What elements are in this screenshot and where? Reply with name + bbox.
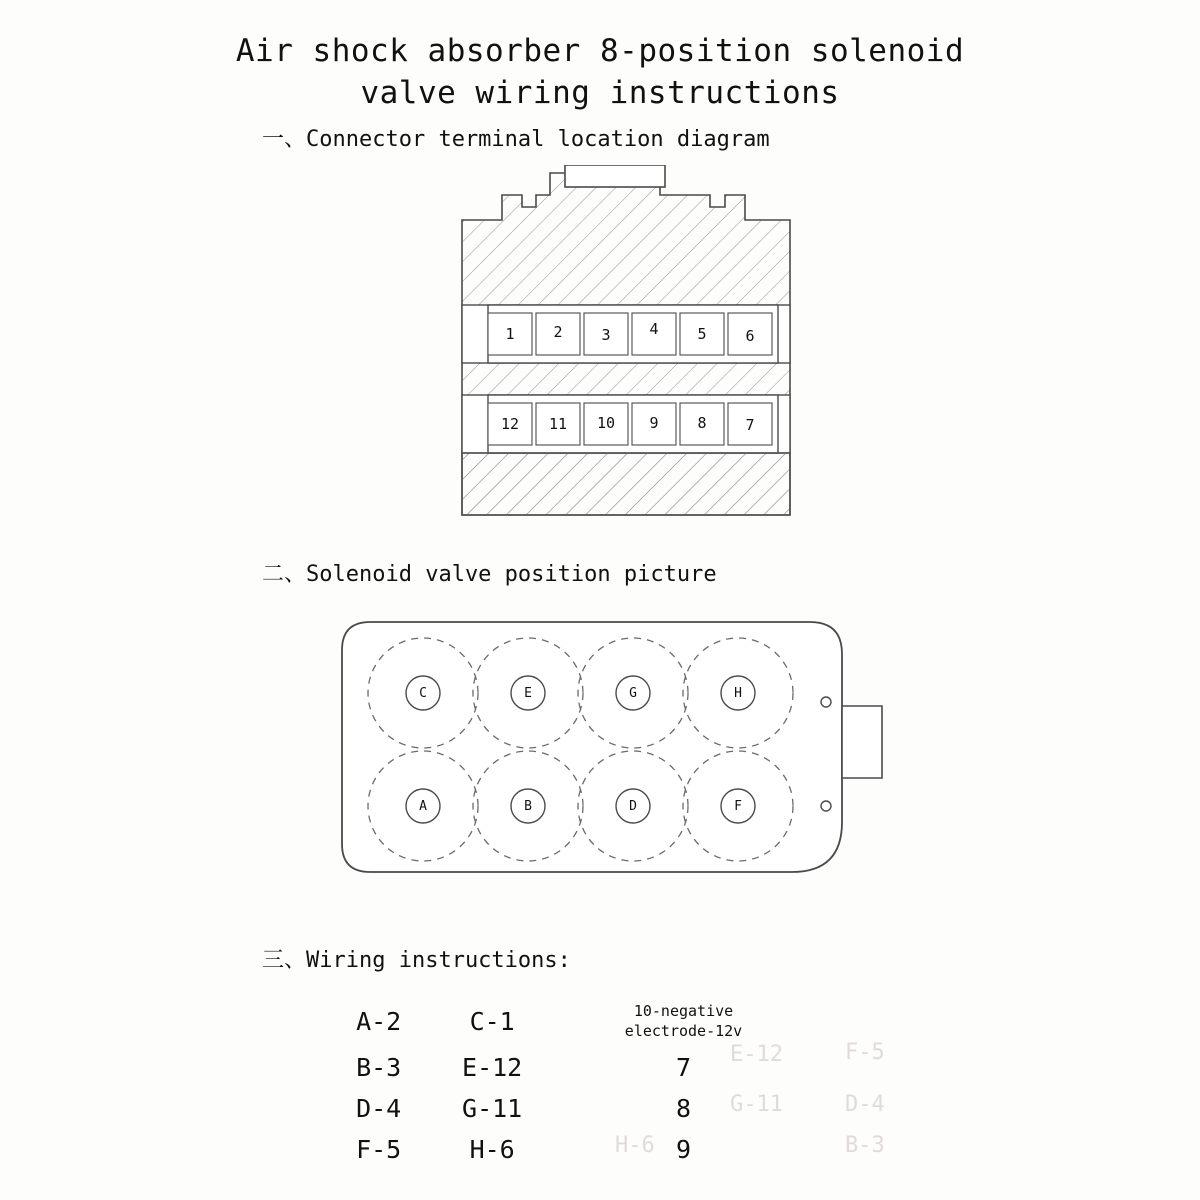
solenoid-label-e: E <box>524 686 532 701</box>
connector-pin-1: 1 <box>505 325 515 343</box>
wiring-cell-a-1: A-2 <box>356 1006 402 1036</box>
wiring-cell-b-3: G-11 <box>462 1094 523 1123</box>
solenoid-label-d: D <box>629 799 637 814</box>
wiring-cell-b-1: C-1 <box>469 1006 515 1036</box>
solenoid-label-b: B <box>524 799 532 814</box>
solenoid-label-f: F <box>734 799 742 814</box>
ghost-text-6: E-12 <box>730 1042 783 1067</box>
connector-pin-2: 2 <box>553 323 563 341</box>
table-row <box>330 995 810 1047</box>
section-heading-connector: 一、Connector terminal location diagram <box>262 127 770 152</box>
connector-pin-6: 6 <box>745 327 755 345</box>
wiring-cell-a-2: B-3 <box>356 1053 402 1082</box>
wiring-cell-c-3: 8 <box>675 1094 692 1123</box>
table-row <box>330 1047 810 1088</box>
connector-pin-4: 4 <box>649 320 659 338</box>
connector-pin-3: 3 <box>601 326 611 344</box>
page-title <box>0 0 1200 114</box>
negative-note-line-1: 10-negative <box>633 1002 734 1020</box>
title-line-1: Air shock absorber 8-position solenoid <box>235 33 965 69</box>
section-heading-solenoid: 二、Solenoid valve position picture <box>262 562 717 587</box>
section-heading-wiring: 三、Wiring instructions: <box>262 948 571 973</box>
solenoid-label-a: A <box>419 799 427 814</box>
ghost-text-3: B-3 <box>845 1133 885 1158</box>
table-row <box>330 1129 810 1170</box>
connector-pin-10: 10 <box>596 414 616 432</box>
ghost-text-2: D-4 <box>845 1092 885 1117</box>
wiring-cell-a-3: D-4 <box>356 1094 402 1123</box>
wiring-cell-c-2: 7 <box>675 1053 692 1082</box>
solenoid-label-h: H <box>734 686 742 701</box>
ghost-text-1: F-5 <box>845 1040 885 1065</box>
connector-pin-8: 8 <box>697 414 707 432</box>
connector-pin-5: 5 <box>697 325 707 343</box>
solenoid-label-g: G <box>629 686 637 701</box>
connector-pin-9: 9 <box>649 414 659 432</box>
connector-terminal-diagram <box>440 165 820 535</box>
solenoid-valve-position-picture <box>330 610 890 900</box>
table-row <box>330 1088 810 1129</box>
wiring-cell-a-4: F-5 <box>356 1135 402 1164</box>
wiring-negative-note <box>557 995 810 1047</box>
title-line-2: valve wiring instructions <box>360 75 840 111</box>
negative-note-line-2: electrode-12v <box>624 1022 743 1040</box>
wiring-cell-b-4: H-6 <box>469 1135 515 1164</box>
wiring-cell-b-2: E-12 <box>462 1053 523 1082</box>
solenoid-label-c: C <box>419 686 427 701</box>
ghost-text-4: H-6 <box>615 1133 655 1158</box>
ghost-text-block <box>770 960 782 984</box>
wiring-cell-c-4: 9 <box>675 1135 692 1164</box>
ghost-text-5: G-11 <box>730 1092 783 1117</box>
connector-pin-11: 11 <box>548 415 568 433</box>
connector-pin-12: 12 <box>500 415 520 433</box>
connector-pin-7: 7 <box>745 416 755 434</box>
wiring-instructions-table <box>330 995 810 1170</box>
